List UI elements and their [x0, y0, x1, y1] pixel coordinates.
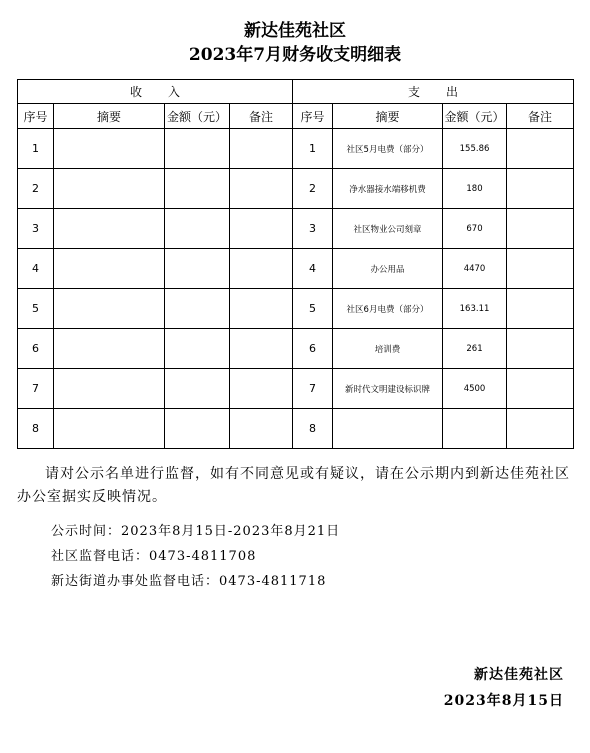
expense-seq-cell: 2 [293, 169, 333, 209]
expense-amount-cell [443, 409, 507, 449]
income-summary-cell [54, 369, 165, 409]
income-seq-cell: 8 [18, 409, 54, 449]
expense-remark-cell [507, 289, 574, 329]
income-amount-cell [165, 129, 230, 169]
expense-seq-cell: 5 [293, 289, 333, 329]
income-amount-cell [165, 329, 230, 369]
expense-amount-cell: 4470 [443, 249, 507, 289]
income-seq-cell: 1 [18, 129, 54, 169]
community-phone: 社区监督电话：0473-4811708 [51, 549, 257, 564]
income-section-header: 收入 [18, 80, 293, 104]
income-amount-cell [165, 289, 230, 329]
income-amount-cell [165, 409, 230, 449]
finance-table [17, 79, 574, 449]
expense-section-header: 支出 [293, 80, 574, 104]
expense-remark-cell [507, 409, 574, 449]
income-seq-cell: 4 [18, 249, 54, 289]
income-seq-cell: 2 [18, 169, 54, 209]
expense-remark-cell [507, 169, 574, 209]
income-remark-cell [230, 129, 293, 169]
signature-org: 新达佳苑社区 [474, 667, 564, 683]
table-row [18, 409, 574, 449]
income-remark-cell [230, 249, 293, 289]
table-row [18, 129, 574, 169]
expense-summary-header: 摘要 [333, 104, 443, 129]
table-row [18, 249, 574, 289]
document-subtitle: 2023年7月财务收支明细表 [188, 45, 402, 65]
expense-remark-cell [507, 369, 574, 409]
ledger-body [18, 129, 574, 449]
table-row [18, 169, 574, 209]
expense-summary-cell: 社区6月电费（部分） [333, 289, 443, 329]
table-row [18, 329, 574, 369]
income-remark-cell [230, 169, 293, 209]
expense-seq-cell: 3 [293, 209, 333, 249]
income-seq-cell: 6 [18, 329, 54, 369]
expense-remark-cell [507, 329, 574, 369]
income-summary-cell [54, 209, 165, 249]
expense-remark-header: 备注 [507, 104, 574, 129]
expense-seq-cell: 8 [293, 409, 333, 449]
income-amount-cell [165, 369, 230, 409]
income-remark-header: 备注 [230, 104, 293, 129]
income-remark-cell [230, 289, 293, 329]
expense-amount-cell: 180 [443, 169, 507, 209]
income-seq-cell: 3 [18, 209, 54, 249]
income-summary-cell [54, 129, 165, 169]
expense-remark-cell [507, 129, 574, 169]
signature-date: 2023年8月15日 [443, 693, 564, 709]
expense-summary-cell: 办公用品 [333, 249, 443, 289]
expense-seq-cell: 7 [293, 369, 333, 409]
notice-text: 请对公示名单进行监督，如有不同意见或有疑议，请在公示期内到新达佳苑社区办公室据实反映情况。 [17, 466, 570, 505]
expense-amount-cell: 4500 [443, 369, 507, 409]
income-summary-cell [54, 169, 165, 209]
expense-summary-cell: 净水器接水端移机费 [333, 169, 443, 209]
table-row [18, 289, 574, 329]
expense-amount-cell: 163.11 [443, 289, 507, 329]
income-summary-header: 摘要 [54, 104, 165, 129]
income-summary-cell [54, 249, 165, 289]
expense-amount-cell: 155.86 [443, 129, 507, 169]
expense-summary-cell: 新时代文明建设标识牌 [333, 369, 443, 409]
income-seq-header: 序号 [18, 104, 54, 129]
income-amount-cell [165, 249, 230, 289]
income-remark-cell [230, 209, 293, 249]
income-summary-cell [54, 409, 165, 449]
expense-summary-cell: 社区物业公司刻章 [333, 209, 443, 249]
income-seq-cell: 7 [18, 369, 54, 409]
expense-seq-header: 序号 [293, 104, 333, 129]
income-summary-cell [54, 289, 165, 329]
income-amount-cell [165, 209, 230, 249]
street-phone: 新达街道办事处监督电话：0473-4811718 [51, 574, 327, 589]
expense-summary-cell: 培训费 [333, 329, 443, 369]
income-remark-cell [230, 409, 293, 449]
expense-seq-cell: 1 [293, 129, 333, 169]
table-row [18, 369, 574, 409]
income-remark-cell [230, 369, 293, 409]
expense-seq-cell: 4 [293, 249, 333, 289]
expense-remark-cell [507, 249, 574, 289]
income-amount-header: 金额（元） [165, 104, 230, 129]
expense-summary-cell: 社区5月电费（部分） [333, 129, 443, 169]
table-row [18, 209, 574, 249]
income-remark-cell [230, 329, 293, 369]
publicity-time: 公示时间：2023年8月15日-2023年8月21日 [51, 524, 341, 539]
expense-seq-cell: 6 [293, 329, 333, 369]
expense-amount-cell: 261 [443, 329, 507, 369]
document-title: 新达佳苑社区 [244, 21, 346, 41]
income-seq-cell: 5 [18, 289, 54, 329]
income-amount-cell [165, 169, 230, 209]
income-summary-cell [54, 329, 165, 369]
expense-remark-cell [507, 209, 574, 249]
expense-amount-header: 金额（元） [443, 104, 507, 129]
expense-amount-cell: 670 [443, 209, 507, 249]
expense-summary-cell [333, 409, 443, 449]
